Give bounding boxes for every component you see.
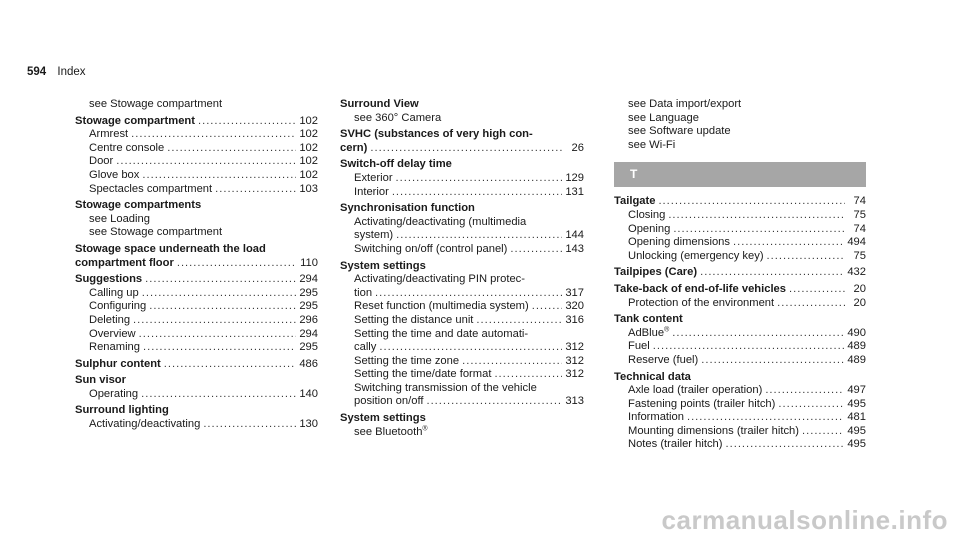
entry-text: Exterior <box>354 171 393 184</box>
index-column-3 <box>614 98 866 452</box>
page-ref[interactable]: 131 <box>565 185 584 198</box>
page-ref[interactable]: 130 <box>299 418 318 431</box>
entry-text: Tank content <box>614 313 683 326</box>
entry-text: Interior <box>354 185 389 198</box>
entry-text: Setting the time/date format <box>354 368 492 381</box>
entry-text: Overview <box>89 327 136 340</box>
page-ref[interactable]: 103 <box>299 182 318 195</box>
index-subentry[interactable] <box>614 411 866 425</box>
entry-text: Sulphur content <box>75 357 161 370</box>
entry-text: Activating/deactivating (multimedia <box>354 215 527 228</box>
dot-leader <box>668 209 845 223</box>
index-subentry <box>614 98 866 112</box>
index-subentry[interactable] <box>614 250 866 264</box>
index-subentry[interactable] <box>75 128 318 142</box>
entry-text: Surround View <box>340 98 419 110</box>
entry-text: Spectacles compartment <box>89 182 213 195</box>
page-ref[interactable]: 294 <box>299 327 318 340</box>
page-ref[interactable]: 74 <box>853 222 866 235</box>
index-subentry[interactable] <box>614 236 866 250</box>
page-ref[interactable]: 144 <box>565 229 584 242</box>
index-subentry[interactable] <box>75 328 318 342</box>
index-subentry[interactable] <box>75 341 318 355</box>
index-subentry[interactable] <box>614 297 866 311</box>
index-subentry[interactable] <box>340 300 584 314</box>
index-subentry[interactable] <box>614 340 866 354</box>
entry-text: Opening dimensions <box>628 236 730 249</box>
index-entry[interactable] <box>75 358 318 372</box>
index-column-2 <box>340 98 584 439</box>
entry-text: Stowage compartments <box>75 199 202 212</box>
index-entry <box>614 371 866 385</box>
index-entry[interactable] <box>75 257 318 271</box>
entry-text: Stowage space underneath the load <box>75 242 266 255</box>
page-ref[interactable]: 294 <box>299 273 318 286</box>
page-ref[interactable]: 140 <box>299 387 318 400</box>
index-subentry <box>75 226 318 240</box>
index-entry <box>340 98 584 112</box>
index-subentry[interactable] <box>75 142 318 156</box>
index-subentry[interactable] <box>340 172 584 186</box>
page-ref[interactable]: 102 <box>299 128 318 141</box>
dot-leader <box>701 354 844 368</box>
index-subentry[interactable] <box>75 314 318 328</box>
page-ref[interactable]: 143 <box>565 242 584 255</box>
index-column-1 <box>75 98 318 432</box>
page-ref[interactable]: 312 <box>565 354 584 367</box>
dot-leader <box>687 411 844 425</box>
index-subentry[interactable] <box>614 425 866 439</box>
page-title: Index <box>57 66 86 78</box>
entry-text: System settings <box>340 259 426 272</box>
dot-leader <box>142 169 296 183</box>
dot-leader <box>142 287 297 301</box>
page-ref[interactable]: 489 <box>847 340 866 353</box>
index-subentry[interactable] <box>340 314 584 328</box>
dot-leader <box>116 155 296 169</box>
dot-leader <box>375 287 562 301</box>
index-subentry[interactable] <box>614 354 866 368</box>
index-subentry[interactable] <box>75 169 318 183</box>
dot-leader <box>767 250 845 264</box>
entry-text: Surround lighting <box>75 404 169 417</box>
page-ref[interactable]: 481 <box>847 411 866 424</box>
page-ref[interactable]: 494 <box>847 236 866 249</box>
dot-leader <box>167 142 296 156</box>
dot-leader <box>789 283 845 297</box>
index-subentry[interactable] <box>614 438 866 452</box>
index-subentry[interactable] <box>340 243 584 257</box>
entry-text: Take-back of end-of-life vehicles <box>614 282 787 295</box>
dot-leader <box>131 128 296 142</box>
entry-text: Information <box>628 411 684 424</box>
index-entry[interactable] <box>340 142 584 156</box>
entry-text: Reset function (multimedia system) <box>354 300 529 313</box>
page-ref[interactable]: 102 <box>299 141 318 154</box>
index-subentry[interactable] <box>614 327 866 341</box>
entry-text: see Language <box>628 111 699 124</box>
registered-mark: ® <box>664 325 670 333</box>
index-subentry[interactable] <box>614 223 866 237</box>
entry-text: Tailgate <box>614 195 656 208</box>
dot-leader <box>700 266 844 280</box>
dot-leader <box>396 172 563 186</box>
entry-text: Door <box>89 155 114 168</box>
entry-text: Axle load (trailer operation) <box>628 384 763 397</box>
entry-text: Renaming <box>89 341 140 354</box>
index-subentry <box>340 328 584 342</box>
index-entry[interactable] <box>75 273 318 287</box>
entry-text: Switching on/off (control panel) <box>354 242 508 255</box>
page-ref[interactable]: 432 <box>847 266 866 279</box>
index-subentry <box>614 125 866 139</box>
index-subentry <box>340 382 584 396</box>
page-ref[interactable]: 102 <box>299 155 318 168</box>
dot-leader <box>778 398 844 412</box>
page-ref[interactable]: 74 <box>853 195 866 208</box>
index-subentry <box>340 216 584 230</box>
dot-leader <box>215 183 296 197</box>
entry-text: see 360° Camera <box>354 111 442 124</box>
dot-leader <box>133 314 296 328</box>
entry-text: Closing <box>628 208 666 221</box>
index-subentry[interactable] <box>75 300 318 314</box>
dot-leader <box>726 438 845 452</box>
entry-text: Technical data <box>614 370 691 383</box>
entry-text: tion <box>354 286 373 299</box>
entry-text: see Data import/export <box>628 98 742 110</box>
page-ref[interactable]: 75 <box>853 249 866 262</box>
index-subentry[interactable] <box>75 287 318 301</box>
index-entry[interactable] <box>75 115 318 129</box>
entry-text: Protection of the environment <box>628 296 775 309</box>
dot-leader <box>396 229 562 243</box>
page-ref[interactable]: 312 <box>565 341 584 354</box>
dot-leader <box>733 236 844 250</box>
dot-leader <box>392 186 563 200</box>
section-letter-bar: T <box>614 162 866 187</box>
index-entry[interactable] <box>614 266 866 280</box>
page-ref[interactable]: 26 <box>571 141 584 154</box>
page-ref[interactable]: 495 <box>847 397 866 410</box>
entry-text: system) <box>354 229 394 242</box>
page-ref[interactable]: 102 <box>299 168 318 181</box>
page-header <box>27 66 86 80</box>
index-subentry <box>340 112 584 126</box>
page-ref[interactable]: 490 <box>847 326 866 339</box>
index-entry <box>75 404 318 418</box>
page-ref[interactable]: 129 <box>565 171 584 184</box>
entry-text: Setting the time zone <box>354 354 460 367</box>
dot-leader <box>802 425 844 439</box>
entry-text: see Stowage compartment <box>89 226 223 239</box>
page-ref[interactable]: 20 <box>853 296 866 309</box>
entry-text: see Software update <box>628 125 731 138</box>
entry-text: Unlocking (emergency key) <box>628 249 764 262</box>
dot-leader <box>198 115 296 129</box>
entry-text: Tailpipes (Care) <box>614 266 698 279</box>
entry-text: Reserve (fuel) <box>628 353 699 366</box>
page-ref[interactable]: 497 <box>847 384 866 397</box>
index-subentry <box>340 426 584 440</box>
entry-text: Fuel <box>628 340 650 353</box>
entry-text: Armrest <box>89 128 129 141</box>
page-ref[interactable]: 312 <box>565 368 584 381</box>
dot-leader <box>379 341 562 355</box>
entry-text: Calling up <box>89 286 139 299</box>
dot-leader <box>476 314 562 328</box>
entry-text: Notes (trailer hitch) <box>628 438 723 451</box>
entry-text: Switch-off delay time <box>340 158 452 171</box>
entry-text: Mounting dimensions (trailer hitch) <box>628 424 799 437</box>
entry-text: cally <box>354 341 377 354</box>
index-subentry[interactable] <box>340 355 584 369</box>
dot-leader <box>765 384 844 398</box>
dot-leader <box>462 355 562 369</box>
dot-leader <box>370 142 563 156</box>
index-entry <box>614 313 866 327</box>
entry-text: Glove box <box>89 168 140 181</box>
entry-text: SVHC (substances of very high con- <box>340 128 533 141</box>
page-ref[interactable]: 110 <box>300 256 318 269</box>
entry-text: Activating/deactivating PIN protec- <box>354 273 526 286</box>
index-entry <box>340 412 584 426</box>
page-ref[interactable]: 75 <box>853 208 866 221</box>
index-entry <box>75 199 318 213</box>
dot-leader <box>532 300 563 314</box>
index-subentry[interactable] <box>340 287 584 301</box>
entry-text: Setting the time and date automati- <box>354 327 529 340</box>
entry-text: Opening <box>628 222 671 235</box>
index-entry <box>75 243 318 257</box>
entry-text: Sun visor <box>75 374 126 387</box>
index-subentry[interactable] <box>75 418 318 432</box>
dot-leader <box>149 300 296 314</box>
entry-text: Synchronisation function <box>340 202 475 215</box>
page-ref[interactable]: 296 <box>299 313 318 326</box>
index-subentry[interactable] <box>340 368 584 382</box>
dot-leader <box>510 243 562 257</box>
index-entry <box>340 260 584 274</box>
page-ref[interactable]: 313 <box>565 395 584 408</box>
dot-leader <box>653 340 845 354</box>
entry-text: see Loading <box>89 212 150 225</box>
entry-text: cern) <box>340 141 368 154</box>
entry-text: Centre console <box>89 141 165 154</box>
index-subentry[interactable] <box>75 388 318 402</box>
index-subentry[interactable] <box>340 341 584 355</box>
index-subentry <box>75 213 318 227</box>
index-entry <box>340 202 584 216</box>
registered-mark: ® <box>422 424 428 432</box>
page-ref[interactable]: 317 <box>565 286 584 299</box>
page-ref[interactable]: 295 <box>299 341 318 354</box>
dot-leader <box>139 328 297 342</box>
entry-text: AdBlue® <box>628 325 670 339</box>
dot-leader <box>494 368 562 382</box>
index-entry[interactable] <box>614 195 866 209</box>
index-subentry[interactable] <box>614 209 866 223</box>
page-ref[interactable]: 486 <box>299 357 318 370</box>
page-ref[interactable]: 102 <box>299 114 318 127</box>
index-subentry <box>614 139 866 153</box>
entry-text: Setting the distance unit <box>354 313 474 326</box>
index-subentry[interactable] <box>614 384 866 398</box>
page-number: 594 <box>27 66 47 78</box>
index-subentry <box>75 98 318 112</box>
index-entry <box>75 374 318 388</box>
index-subentry[interactable] <box>75 155 318 169</box>
page-ref[interactable]: 295 <box>299 286 318 299</box>
entry-text: Stowage compartment <box>75 114 195 127</box>
entry-text: position on/off <box>354 395 424 408</box>
entry-text: Switching transmission of the vehicle <box>354 381 537 394</box>
page-ref[interactable]: 495 <box>847 424 866 437</box>
index-subentry[interactable] <box>614 398 866 412</box>
entry-text: Operating <box>89 387 139 400</box>
dot-leader <box>658 195 845 209</box>
index-subentry[interactable] <box>340 229 584 243</box>
index-subentry[interactable] <box>75 183 318 197</box>
entry-text: Activating/deactivating <box>89 418 201 431</box>
index-subentry <box>614 112 866 126</box>
page-ref[interactable]: 295 <box>299 300 318 313</box>
index-entry[interactable] <box>614 283 866 297</box>
dot-leader <box>141 388 296 402</box>
entry-text: Fastening points (trailer hitch) <box>628 397 776 410</box>
dot-leader <box>164 358 297 372</box>
page-ref[interactable]: 320 <box>565 300 584 313</box>
index-entry <box>340 158 584 172</box>
dot-leader <box>145 273 296 287</box>
index-entry <box>340 128 584 142</box>
dot-leader <box>673 223 845 237</box>
index-subentry <box>340 273 584 287</box>
entry-text: Suggestions <box>75 273 143 286</box>
page-ref[interactable]: 489 <box>847 353 866 366</box>
page-ref[interactable]: 495 <box>847 438 866 451</box>
page-ref[interactable]: 316 <box>565 313 584 326</box>
entry-text: Deleting <box>89 313 131 326</box>
entry-text: see Wi-Fi <box>628 138 676 151</box>
index-subentry[interactable] <box>340 186 584 200</box>
entry-text: compartment floor <box>75 256 174 269</box>
index-subentry[interactable] <box>340 395 584 409</box>
entry-text: System settings <box>340 412 426 425</box>
entry-text: Configuring <box>89 300 147 313</box>
dot-leader <box>672 327 844 341</box>
watermark: carmanualsonline.info <box>661 505 948 535</box>
entry-text: see Stowage compartment <box>89 98 223 110</box>
page-ref[interactable]: 20 <box>853 282 866 295</box>
dot-leader <box>177 257 297 271</box>
dot-leader <box>203 418 296 432</box>
dot-leader <box>143 341 296 355</box>
dot-leader <box>426 395 562 409</box>
entry-text: see Bluetooth® <box>354 424 428 438</box>
dot-leader <box>777 297 845 311</box>
